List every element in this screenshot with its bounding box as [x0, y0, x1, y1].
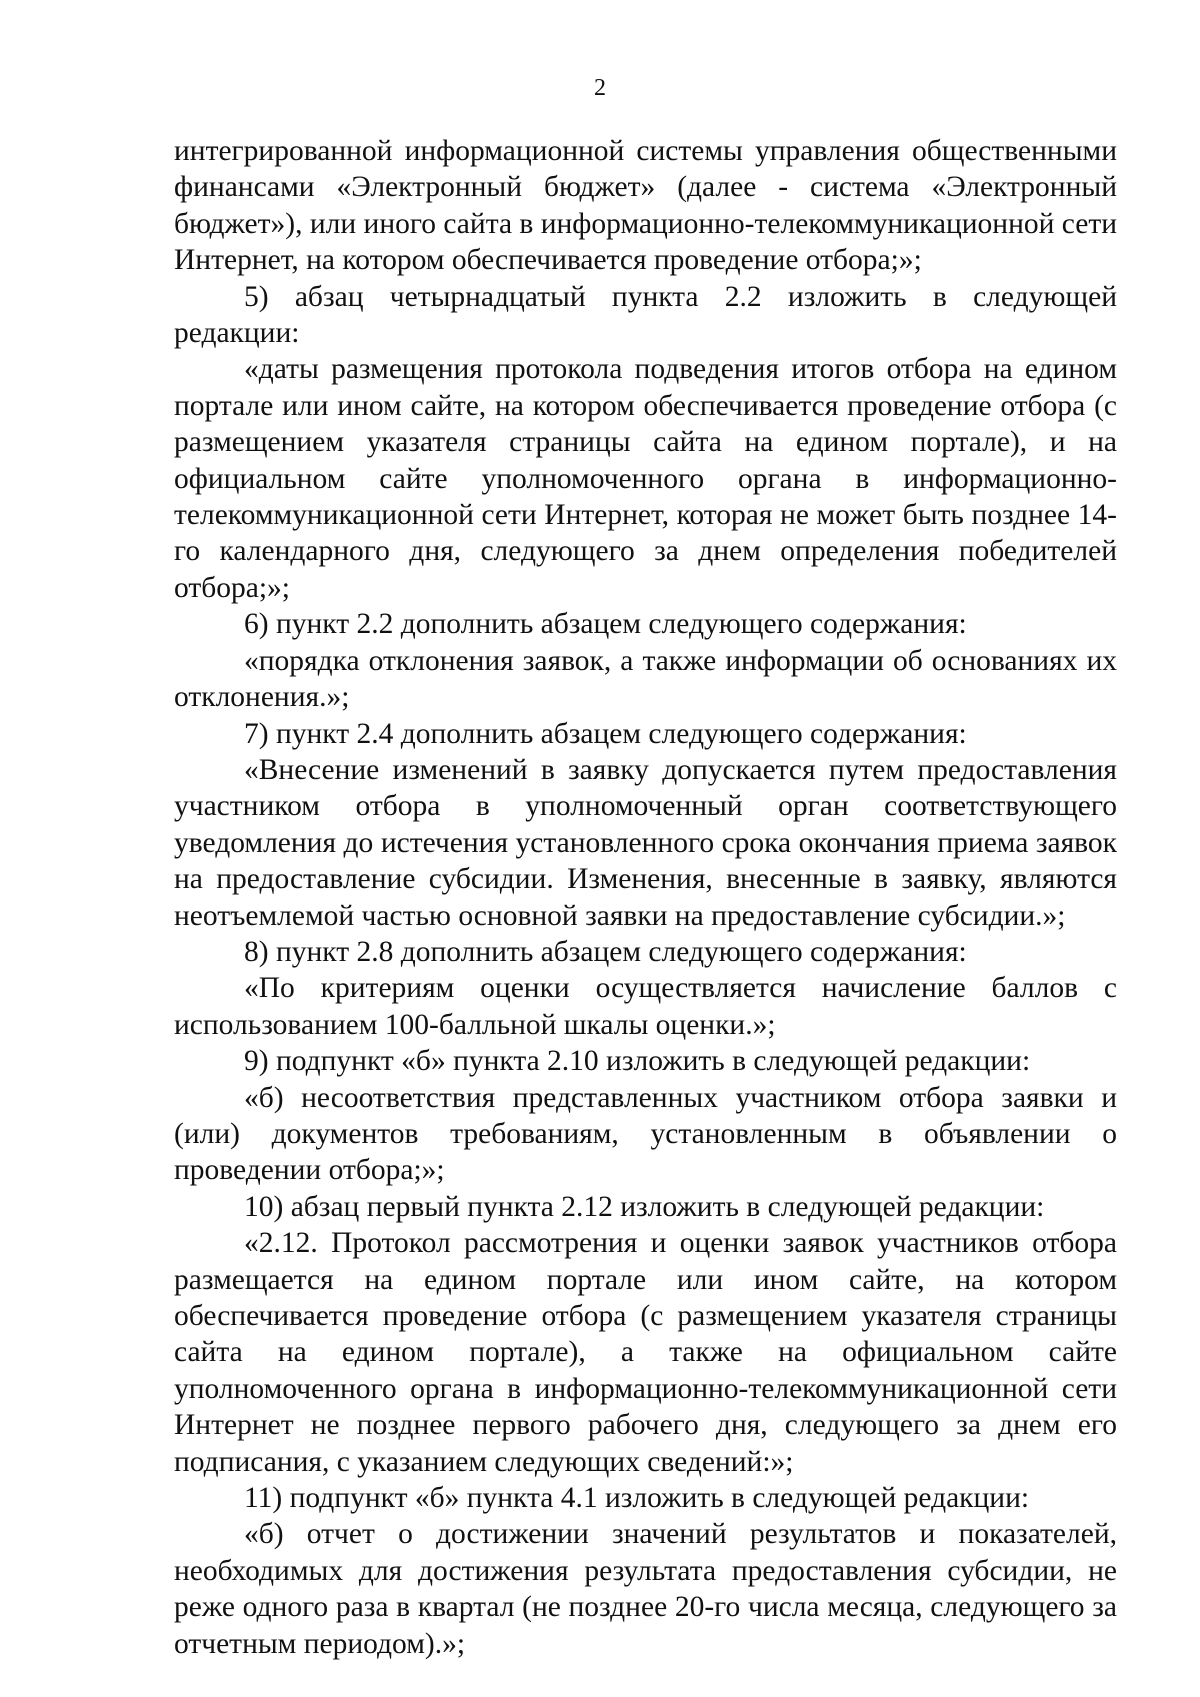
amendment-item-8: 8) пункт 2.8 дополнить абзацем следующего содержания: — [244, 935, 967, 968]
amendment-item-10: 10) абзац первый пункта 2.12 изложить в следующей редакции: — [244, 1190, 1045, 1223]
amendment-item-9: 9) подпункт «б» пункта 2.10 изложить в следующей редакции: — [244, 1045, 1031, 1078]
amendment-text-8: «По критериям оценки осуществляется начисление баллов с использованием 100-балльной шкалы оценки.»; — [174, 972, 1117, 1041]
paragraph-continuation: интегрированной информационной системы управления общественными финансами «Электронный бюджет» (далее - система «Электронный бюджет»), или иного сайта в информационно-телекоммуникационной сети Интернет, на котором обеспечивается проведение отбора;»; — [174, 135, 1117, 277]
amendment-text-7: «Внесение изменений в заявку допускается путем предоставления участником отбора в уполномоченный орган соответствующего уведомления до истечения установленного срока окончания приема заявок на предоставление субсидии. Изменения, внесенные в заявку, являются неотъемлемой частью основной заявки на предоставление субсидии.»; — [174, 753, 1117, 932]
amendment-item-7: 7) пункт 2.4 дополнить абзацем следующего содержания: — [244, 717, 967, 750]
amendment-text-5: «даты размещения протокола подведения итогов отбора на едином портале или ином сайте, на котором обеспечивается проведение отбора (с размещением указателя страницы сайта на едином портале), и на официальном сайте уполномоченного органа в информационно-телекоммуникационной сети Интернет, которая не может быть позднее 14-го календарного дня, следующего за днем определения победителей отбора;»; — [174, 353, 1117, 604]
document-body — [174, 133, 1117, 1662]
page-number: 2 — [594, 75, 606, 101]
amendment-item-11: 11) подпункт «б» пункта 4.1 изложить в следующей редакции: — [244, 1482, 1030, 1515]
amendment-text-11: «б) отчет о достижении значений результатов и показателей, необходимых для достижения результата предоставления субсидии, не реже одного раза в квартал (не позднее 20-го числа месяца, следующего за отчетным периодом).»; — [174, 1518, 1117, 1660]
amendment-item-5: 5) абзац четырнадцатый пункта 2.2 изложить в следующей редакции: — [174, 280, 1117, 350]
amendment-text-10: «2.12. Протокол рассмотрения и оценки заявок участников отбора размещается на едином портале или ином сайте, на котором обеспечивается проведение отбора (с размещением указателя страницы сайта на едином портале), а также на официальном сайте уполномоченного органа в информационно-телекоммуникационной сети Интернет не позднее первого рабочего дня, следующего за днем его подписания, с указанием следующих сведений:»; — [174, 1227, 1117, 1478]
amendment-item-6: 6) пункт 2.2 дополнить абзацем следующего содержания: — [244, 608, 967, 641]
amendment-text-9: «б) несоответствия представленных участником отбора заявки и (или) документов требованиям, установленным в объявлении о проведении отбора;»; — [174, 1081, 1117, 1187]
amendment-text-6: «порядка отклонения заявок, а также информации об основаниях их отклонения.»; — [174, 644, 1117, 714]
